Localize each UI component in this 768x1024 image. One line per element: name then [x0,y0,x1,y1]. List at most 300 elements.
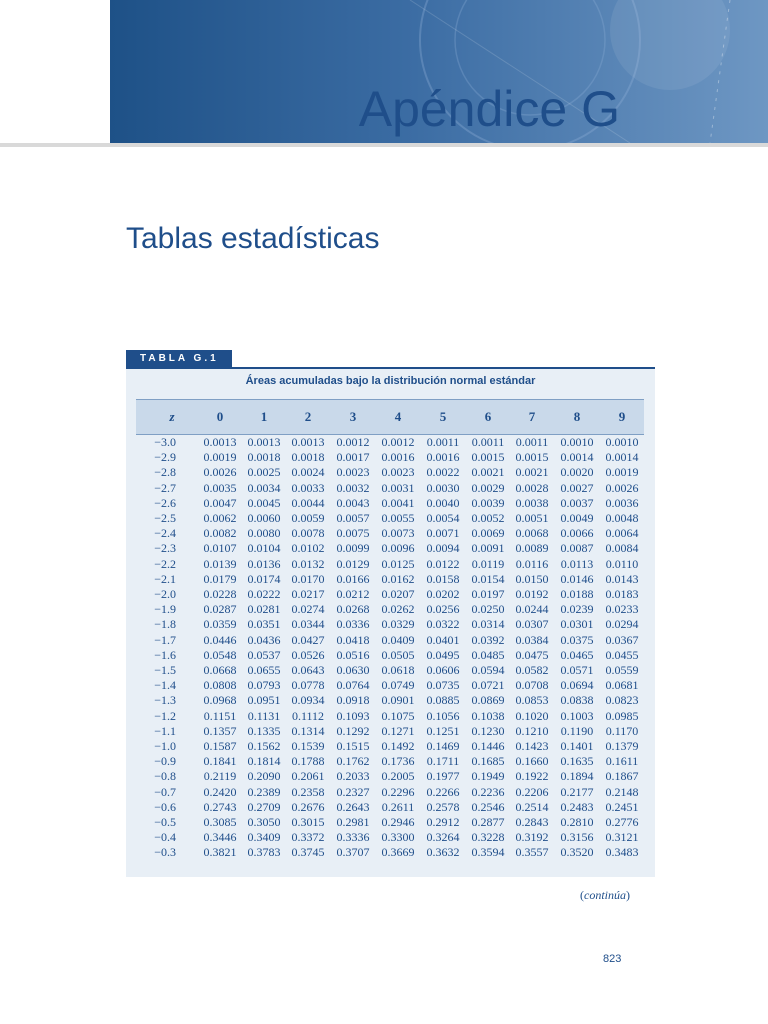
probability-cell: 0.1736 [381,754,415,769]
probability-cell: 0.0027 [560,480,594,495]
probability-cell: 0.0668 [203,663,237,677]
table-panel [126,367,655,877]
z-value-cell: −0.6 [154,799,176,814]
probability-cell: 0.2206 [515,784,549,799]
probability-cell: 0.0035 [203,480,237,495]
table-label: TABLA G.1 [126,350,232,367]
probability-cell: 0.1635 [560,754,594,769]
probability-cell: 0.0495 [426,647,460,662]
z-value-cell: −2.2 [154,556,176,571]
probability-cell: 0.0548 [203,647,237,662]
probability-cell: 0.1685 [471,754,505,769]
z-value-cell: −1.0 [154,739,176,753]
probability-cell: 0.0017 [336,450,370,465]
probability-cell: 0.3372 [291,830,325,845]
probability-cell: 0.0073 [381,526,415,541]
probability-cell: 0.0375 [560,632,594,647]
probability-cell: 0.1660 [515,754,549,769]
probability-cell: 0.3015 [291,815,325,829]
probability-cell: 0.0793 [247,678,281,693]
probability-cell: 0.0024 [291,465,325,480]
probability-cell: 0.1190 [560,723,594,738]
probability-cell: 0.0094 [426,541,460,556]
probability-cell: 0.3085 [203,815,237,829]
table-caption: Áreas acumuladas bajo la distribución normal estándar [245,375,536,387]
probability-cell: 0.0091 [471,541,505,556]
probability-cell: 0.1251 [426,723,460,738]
probability-cell: 0.0384 [515,632,549,647]
z-value-cell: −2.6 [154,495,176,510]
probability-cell: 0.0021 [515,465,549,480]
probability-cell: 0.0043 [336,495,370,510]
probability-cell: 0.0968 [203,693,237,708]
probability-cell: 0.0038 [515,495,549,510]
table-row [136,511,644,526]
probability-cell: 0.2358 [291,784,325,799]
probability-cell: 0.1446 [471,739,505,753]
probability-cell: 0.0294 [605,617,639,632]
probability-cell: 0.0233 [605,602,639,617]
probability-cell: 0.0028 [515,480,549,495]
probability-cell: 0.0019 [605,465,639,480]
z-value-cell: −0.4 [154,830,176,845]
probability-cell: 0.0336 [336,617,370,632]
column-header-0: 0 [216,409,224,424]
table-row [136,481,644,496]
probability-cell: 0.3707 [336,845,370,860]
probability-cell: 0.0322 [426,617,460,632]
probability-cell: 0.0427 [291,632,325,647]
probability-cell: 0.2912 [426,815,460,829]
table-row [136,557,644,572]
table-row [136,709,644,724]
probability-cell: 0.0934 [291,693,325,708]
probability-cell: 0.3050 [247,815,281,829]
probability-cell: 0.3483 [605,845,639,860]
z-value-cell: −0.8 [154,769,176,784]
table-row [136,800,644,815]
probability-cell: 0.2877 [471,815,505,829]
probability-cell: 0.2810 [560,815,594,829]
probability-cell: 0.0951 [247,693,281,708]
probability-cell: 0.2709 [247,799,281,814]
probability-cell: 0.3557 [515,845,549,860]
probability-cell: 0.0010 [560,435,594,449]
probability-cell: 0.0084 [605,541,639,556]
probability-cell: 0.0051 [515,511,549,525]
probability-cell: 0.0202 [426,587,460,601]
probability-cell: 0.0485 [471,647,505,662]
probability-cell: 0.0643 [291,663,325,677]
probability-cell: 0.0655 [247,663,281,677]
probability-cell: 0.1492 [381,739,415,753]
probability-cell: 0.0110 [605,556,639,571]
probability-cell: 0.2981 [336,815,370,829]
probability-cell: 0.0013 [291,435,325,449]
probability-cell: 0.0066 [560,526,594,541]
table-row [136,648,644,663]
probability-cell: 0.0505 [381,647,415,662]
probability-cell: 0.0012 [336,435,370,449]
probability-cell: 0.0901 [381,693,415,708]
probability-cell: 0.0025 [247,465,281,480]
probability-cell: 0.2119 [203,769,237,784]
probability-cell: 0.0096 [381,541,415,556]
z-value-cell: −2.9 [154,450,176,465]
z-value-cell: −2.8 [154,465,176,480]
table-row [136,587,644,602]
z-value-cell: −1.6 [154,647,176,662]
probability-cell: 0.0087 [560,541,594,556]
probability-cell: 0.0104 [247,541,281,556]
table-row [136,450,644,465]
probability-cell: 0.0681 [605,678,639,693]
probability-cell: 0.0041 [381,495,415,510]
probability-cell: 0.1151 [203,708,237,723]
probability-cell: 0.0287 [203,602,237,617]
probability-cell: 0.1271 [381,723,415,738]
probability-cell: 0.0985 [605,708,639,723]
probability-cell: 0.0582 [515,663,549,677]
table-row [136,754,644,769]
probability-cell: 0.1379 [605,739,639,753]
probability-cell: 0.0918 [336,693,370,708]
probability-cell: 0.3409 [247,830,281,845]
probability-cell: 0.0239 [560,602,594,617]
probability-cell: 0.0023 [336,465,370,480]
probability-cell: 0.2514 [515,799,549,814]
z-value-cell: −1.8 [154,617,176,632]
probability-cell: 0.0526 [291,647,325,662]
probability-cell: 0.0032 [336,480,370,495]
probability-cell: 0.2266 [426,784,460,799]
probability-cell: 0.2177 [560,784,594,799]
probability-cell: 0.1056 [426,708,460,723]
probability-cell: 0.1230 [471,723,505,738]
probability-cell: 0.1423 [515,739,549,753]
probability-cell: 0.0207 [381,587,415,601]
probability-cell: 0.0778 [291,678,325,693]
probability-cell: 0.3264 [426,830,460,845]
probability-cell: 0.0055 [381,511,415,525]
probability-cell: 0.0174 [247,571,281,586]
probability-cell: 0.0694 [560,678,594,693]
probability-cell: 0.1867 [605,769,639,784]
probability-cell: 0.0015 [471,450,505,465]
z-value-cell: −1.4 [154,678,176,693]
probability-cell: 0.0082 [203,526,237,541]
probability-cell: 0.2451 [605,799,639,814]
probability-cell: 0.0618 [381,663,415,677]
z-value-cell: −0.5 [154,815,176,829]
probability-cell: 0.3783 [247,845,281,860]
z-value-cell: −0.3 [154,845,176,860]
probability-cell: 0.0107 [203,541,237,556]
table-row [136,617,644,632]
probability-cell: 0.1112 [291,708,325,723]
z-value-cell: −1.3 [154,693,176,708]
probability-cell: 0.0026 [203,465,237,480]
probability-cell: 0.0049 [560,511,594,525]
probability-cell: 0.0274 [291,602,325,617]
probability-cell: 0.2327 [336,784,370,799]
probability-cell: 0.0853 [515,693,549,708]
probability-cell: 0.3300 [381,830,415,845]
probability-cell: 0.0011 [426,435,460,449]
probability-cell: 0.0475 [515,647,549,662]
probability-cell: 0.1075 [381,708,415,723]
probability-cell: 0.0146 [560,571,594,586]
probability-cell: 0.0034 [247,480,281,495]
z-value-cell: −1.9 [154,602,176,617]
probability-cell: 0.0307 [515,617,549,632]
table-row [136,663,644,678]
z-value-cell: −0.9 [154,754,176,769]
column-header-6: 6 [484,409,492,424]
probability-cell: 0.0036 [605,495,639,510]
probability-cell: 0.0329 [381,617,415,632]
z-value-cell: −2.0 [154,587,176,601]
probability-cell: 0.0409 [381,632,415,647]
probability-cell: 0.3192 [515,830,549,845]
probability-cell: 0.0014 [605,450,639,465]
probability-cell: 0.0154 [471,571,505,586]
probability-cell: 0.1003 [560,708,594,723]
probability-cell: 0.0012 [381,435,415,449]
z-value-cell: −3.0 [154,435,176,449]
probability-cell: 0.0064 [605,526,639,541]
probability-cell: 0.1314 [291,723,325,738]
probability-cell: 0.0250 [471,602,505,617]
probability-cell: 0.0367 [605,632,639,647]
probability-cell: 0.0010 [605,435,639,449]
probability-cell: 0.0301 [560,617,594,632]
probability-cell: 0.0030 [426,480,460,495]
column-header-3: 3 [349,409,357,424]
probability-cell: 0.0192 [515,587,549,601]
probability-cell: 0.2389 [247,784,281,799]
probability-cell: 0.0281 [247,602,281,617]
column-header-7: 7 [528,409,536,424]
probability-cell: 0.0465 [560,647,594,662]
z-value-cell: −0.7 [154,784,176,799]
probability-cell: 0.0136 [247,556,281,571]
probability-cell: 0.0015 [515,450,549,465]
probability-cell: 0.0143 [605,571,639,586]
probability-cell: 0.0764 [336,678,370,693]
table-row [136,572,644,587]
probability-cell: 0.0571 [560,663,594,677]
probability-cell: 0.0054 [426,511,460,525]
probability-cell: 0.0749 [381,678,415,693]
probability-cell: 0.1292 [336,723,370,738]
probability-cell: 0.0023 [381,465,415,480]
probability-cell: 0.0075 [336,526,370,541]
probability-cell: 0.1949 [471,769,505,784]
probability-cell: 0.2578 [426,799,460,814]
probability-cell: 0.1762 [336,754,370,769]
chapter-title: Apéndice G [358,81,620,137]
probability-cell: 0.0080 [247,526,281,541]
z-value-cell: −1.5 [154,663,176,677]
probability-cell: 0.2776 [605,815,639,829]
probability-cell: 0.3594 [471,845,505,860]
probability-cell: 0.1038 [471,708,505,723]
section-title: Tablas estadísticas [126,222,380,255]
probability-cell: 0.1020 [515,708,549,723]
probability-cell: 0.2296 [381,784,415,799]
table-row [136,830,644,845]
probability-cell: 0.1093 [336,708,370,723]
probability-cell: 0.2743 [203,799,237,814]
probability-cell: 0.0392 [471,632,505,647]
probability-cell: 0.1841 [203,754,237,769]
probability-cell: 0.0537 [247,647,281,662]
probability-cell: 0.0132 [291,556,325,571]
probability-cell: 0.0188 [560,587,594,601]
probability-cell: 0.0244 [515,602,549,617]
table-row [136,633,644,648]
table-row [136,739,644,754]
probability-cell: 0.3121 [605,830,639,845]
table-header-row [136,399,644,435]
probability-cell: 0.0014 [560,450,594,465]
probability-cell: 0.0256 [426,602,460,617]
probability-cell: 0.0052 [471,511,505,525]
banner-divider [0,143,768,147]
z-value-cell: −1.2 [154,708,176,723]
column-header-8: 8 [573,409,581,424]
probability-cell: 0.0359 [203,617,237,632]
probability-cell: 0.0119 [471,556,505,571]
probability-cell: 0.0020 [560,465,594,480]
probability-cell: 0.1539 [291,739,325,753]
probability-cell: 0.0078 [291,526,325,541]
probability-cell: 0.2236 [471,784,505,799]
probability-cell: 0.0217 [291,587,325,601]
probability-cell: 0.2611 [381,799,415,814]
probability-cell: 0.0455 [605,647,639,662]
column-header-2: 2 [304,409,312,424]
probability-cell: 0.1131 [247,708,281,723]
table-row [136,435,644,450]
probability-cell: 0.1894 [560,769,594,784]
table-row [136,602,644,617]
table-row [136,693,644,708]
probability-cell: 0.0021 [471,465,505,480]
probability-cell: 0.0019 [203,450,237,465]
probability-cell: 0.0048 [605,511,639,525]
probability-cell: 0.0708 [515,678,549,693]
probability-cell: 0.2676 [291,799,325,814]
probability-cell: 0.3446 [203,830,237,845]
probability-cell: 0.0212 [336,587,370,601]
probability-cell: 0.2546 [471,799,505,814]
probability-cell: 0.2643 [336,799,370,814]
probability-cell: 0.1170 [605,723,639,738]
probability-cell: 0.0516 [336,647,370,662]
probability-cell: 0.2148 [605,784,639,799]
probability-cell: 0.2090 [247,769,281,784]
probability-cell: 0.3156 [560,830,594,845]
probability-cell: 0.0057 [336,511,370,525]
table-row [136,526,644,541]
z-value-cell: −2.7 [154,480,176,495]
probability-cell: 0.0071 [426,526,460,541]
probability-cell: 0.0262 [381,602,415,617]
probability-cell: 0.2033 [336,769,370,784]
table-row [136,785,644,800]
probability-cell: 0.2946 [381,815,415,829]
probability-cell: 0.1515 [336,739,370,753]
probability-cell: 0.0222 [247,587,281,601]
probability-cell: 0.0040 [426,495,460,510]
probability-cell: 0.0179 [203,571,237,586]
probability-cell: 0.0823 [605,693,639,708]
probability-cell: 0.0139 [203,556,237,571]
probability-cell: 0.0018 [291,450,325,465]
probability-cell: 0.2843 [515,815,549,829]
probability-cell: 0.0011 [471,435,505,449]
probability-cell: 0.3520 [560,845,594,860]
probability-cell: 0.0039 [471,495,505,510]
table-row [136,845,644,860]
probability-cell: 0.0150 [515,571,549,586]
probability-cell: 0.0062 [203,511,237,525]
probability-cell: 0.0838 [560,693,594,708]
probability-cell: 0.0869 [471,693,505,708]
probability-cell: 0.0606 [426,663,460,677]
probability-cell: 0.0446 [203,632,237,647]
z-value-cell: −2.1 [154,571,176,586]
table-row [136,724,644,739]
z-value-cell: −2.3 [154,541,176,556]
table-row [136,541,644,556]
probability-cell: 0.0129 [336,556,370,571]
probability-cell: 0.2061 [291,769,325,784]
probability-cell: 0.0013 [247,435,281,449]
probability-cell: 0.0170 [291,571,325,586]
probability-cell: 0.1977 [426,769,460,784]
probability-cell: 0.0735 [426,678,460,693]
table-row [136,815,644,830]
probability-cell: 0.0183 [605,587,639,601]
probability-cell: 0.0044 [291,495,325,510]
probability-cell: 0.0162 [381,571,415,586]
probability-cell: 0.3228 [471,830,505,845]
continues-text: continúa [584,888,626,902]
probability-cell: 0.0228 [203,587,237,601]
probability-cell: 0.0102 [291,541,325,556]
table-row [136,465,644,480]
probability-cell: 0.0059 [291,511,325,525]
probability-cell: 0.0721 [471,678,505,693]
probability-cell: 0.0116 [515,556,549,571]
probability-cell: 0.0026 [605,480,639,495]
probability-cell: 0.0559 [605,663,639,677]
probability-cell: 0.0029 [471,480,505,495]
column-header-9: 9 [618,409,626,424]
probability-cell: 0.3669 [381,845,415,860]
probability-cell: 0.0016 [426,450,460,465]
probability-cell: 0.0166 [336,571,370,586]
probability-cell: 0.3336 [336,830,370,845]
probability-cell: 0.0113 [560,556,594,571]
probability-cell: 0.1611 [605,754,639,769]
probability-cell: 0.0016 [381,450,415,465]
z-value-cell: −2.4 [154,526,176,541]
probability-cell: 0.1469 [426,739,460,753]
